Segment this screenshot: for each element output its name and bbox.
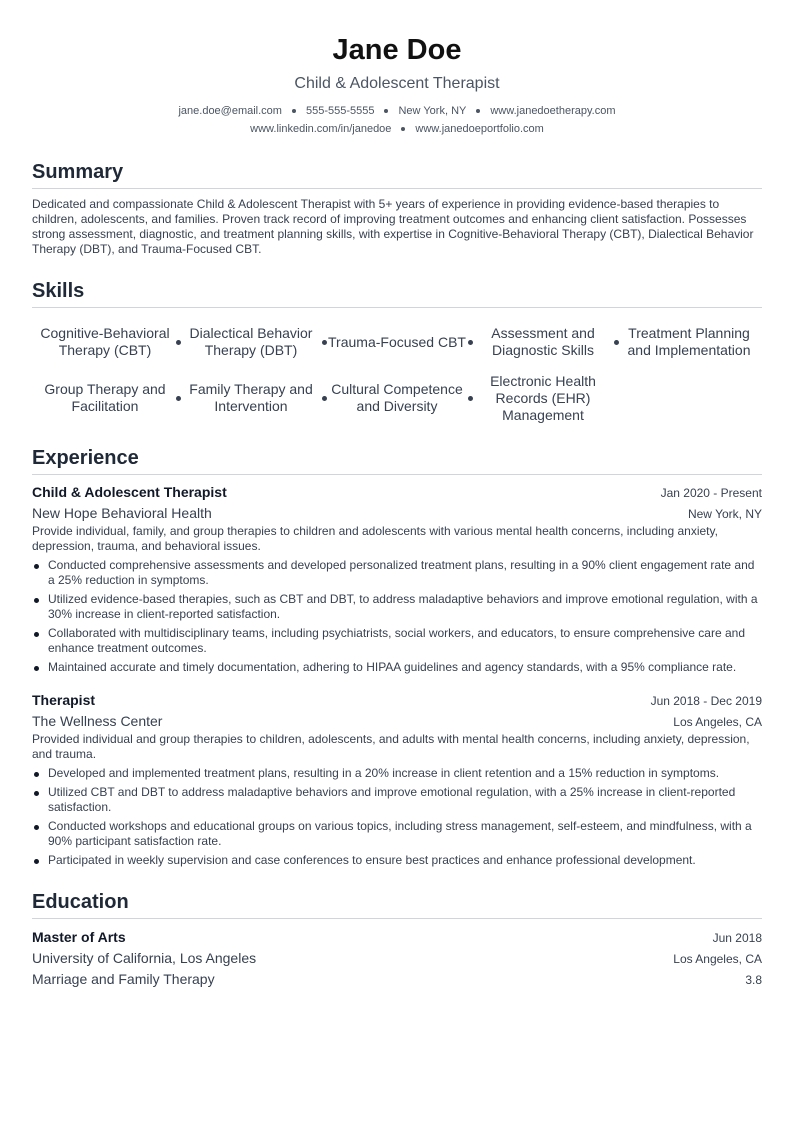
job-description: Provide individual, family, and group therapies to children and adolescents with various mental health concerns, including anxiety, depression, trauma, and behavioral issues.: [32, 524, 718, 553]
job-header-row: [32, 691, 762, 709]
skill-item: [178, 372, 324, 424]
skill-item: [470, 372, 616, 424]
list-item: [32, 853, 762, 868]
education-location: Los Angeles, CA: [673, 952, 762, 966]
skill-label: Group Therapy and Facilitation: [44, 381, 166, 414]
bullet-text: Collaborated with multidisciplinary teams, including psychiatrists, social workers, and educators, to ensure comprehensive care and enhance treatment outcomes.: [48, 626, 745, 655]
bullet-text: Participated in weekly supervision and case conferences to ensure best practices and enhance professional development.: [48, 853, 696, 867]
list-item: [32, 819, 762, 849]
skill-label: Treatment Planning and Implementation: [627, 325, 751, 358]
job-company-row: [32, 709, 762, 730]
skill-item: [32, 316, 178, 368]
job-entry: [32, 483, 762, 675]
bullet-text: Maintained accurate and timely documentation, adhering to HIPAA guidelines and agency standards, with a 95% compliance rate.: [48, 660, 737, 674]
job-title: Child & Adolescent Therapist: [32, 484, 227, 500]
bullet-icon: [34, 859, 39, 864]
education-section: [32, 890, 762, 988]
skill-item: [32, 372, 178, 424]
job-entry: [32, 691, 762, 868]
candidate-name: Jane Doe: [332, 34, 462, 66]
skill-label: Assessment and Diagnostic Skills: [491, 325, 595, 358]
separator-dot: [401, 127, 405, 131]
job-company-row: [32, 501, 762, 522]
skill-label: Dialectical Behavior Therapy (DBT): [189, 325, 313, 358]
bullet-text: Utilized CBT and DBT to address maladaptive behaviors and improve emotional regulation, with a 25% increase in client-reported satisfaction.: [48, 785, 736, 814]
job-location: Los Angeles, CA: [673, 715, 762, 729]
skill-label: Family Therapy and Intervention: [189, 381, 313, 414]
skills-section: [32, 279, 762, 424]
education-school: University of California, Los Angeles: [32, 950, 257, 966]
contact-email[interactable]: jane.doe@email.com: [178, 105, 282, 117]
skill-item: [178, 316, 324, 368]
bullet-icon: [34, 666, 39, 671]
job-company: New Hope Behavioral Health: [32, 505, 212, 521]
separator-dot: [384, 109, 388, 113]
list-item: [32, 626, 762, 656]
summary-section: [32, 160, 762, 257]
candidate-title: Child & Adolescent Therapist: [294, 75, 500, 92]
skill-item: [616, 316, 762, 368]
contact-website[interactable]: www.janedoetherapy.com: [490, 105, 616, 117]
skills-grid: [32, 316, 762, 424]
job-bullets: [32, 766, 762, 868]
bullet-icon: [34, 791, 39, 796]
education-heading: Education: [32, 890, 762, 919]
education-gpa: 3.8: [745, 973, 762, 987]
job-company: The Wellness Center: [32, 713, 163, 729]
resume-header: [32, 32, 762, 136]
job-location: New York, NY: [687, 507, 762, 521]
bullet-text: Conducted workshops and educational groups on various topics, including stress management, self-esteem, and mindfulness, with a 90% participant satisfaction rate.: [48, 819, 752, 848]
contact-line-secondary: [32, 122, 762, 136]
summary-heading: Summary: [32, 160, 762, 189]
bullet-text: Utilized evidence-based therapies, such as CBT and DBT, to address maladaptive behaviors and improve emotional regulation, with a 30% increase in client-reported satisfaction.: [48, 592, 758, 621]
experience-section: [32, 446, 762, 868]
list-item: [32, 766, 762, 781]
skill-label: Electronic Health Records (EHR) Management: [490, 372, 596, 423]
bullet-icon: [34, 598, 39, 603]
contact-portfolio[interactable]: www.janedoeportfolio.com: [415, 123, 544, 135]
bullet-icon: [34, 564, 39, 569]
job-bullets: [32, 558, 762, 675]
bullet-text: Conducted comprehensive assessments and developed personalized treatment plans, resulting in a 90% client engagement rate and a 25% reduction in symptoms.: [48, 558, 755, 587]
separator-dot: [476, 109, 480, 113]
education-entry: [32, 928, 762, 988]
summary-text: Dedicated and compassionate Child & Adolescent Therapist with 5+ years of experience in providing evidence-based therapies to children, adolescents, and families. Proven track record of improving treatment outcomes and enhancing client satisfaction. Possesses strong assessment, diagnostic, and treatment planning skills, with expertise in Cognitive-Behavioral Therapy (CBT), Dialectical Behavior Therapy (DBT), and Trauma-Focused CBT.: [32, 197, 754, 256]
skill-item: [324, 316, 470, 368]
education-field: Marriage and Family Therapy: [32, 971, 215, 987]
job-title: Therapist: [32, 692, 96, 708]
separator-dot: [292, 109, 296, 113]
job-dates: Jun 2018 - Dec 2019: [650, 694, 762, 708]
list-item: [32, 592, 762, 622]
contact-location: New York, NY: [398, 105, 467, 117]
skill-item: [324, 372, 470, 424]
contact-line-primary: [32, 104, 762, 118]
skill-label: Cognitive-Behavioral Therapy (CBT): [40, 325, 170, 358]
education-degree: Master of Arts: [32, 929, 126, 945]
list-item: [32, 660, 762, 675]
job-dates: Jan 2020 - Present: [660, 486, 762, 500]
job-description: Provided individual and group therapies to children, adolescents, and adults with mental health concerns, including anxiety, depression, and trauma.: [32, 732, 750, 761]
skill-label: Cultural Competence and Diversity: [331, 381, 463, 414]
bullet-text: Developed and implemented treatment plans, resulting in a 20% increase in client retention and a 15% reduction in symptoms.: [48, 766, 720, 780]
list-item: [32, 785, 762, 815]
education-school-row: [32, 946, 762, 967]
education-date: Jun 2018: [712, 931, 762, 945]
skills-heading: Skills: [32, 279, 762, 308]
list-item: [32, 558, 762, 588]
bullet-icon: [34, 825, 39, 830]
education-degree-row: [32, 928, 762, 946]
bullet-icon: [34, 772, 39, 777]
bullet-icon: [34, 632, 39, 637]
skill-label: Trauma-Focused CBT: [328, 333, 466, 350]
education-field-row: [32, 967, 762, 988]
contact-linkedin[interactable]: www.linkedin.com/in/janedoe: [250, 123, 392, 135]
contact-phone[interactable]: 555-555-5555: [305, 105, 375, 117]
experience-heading: Experience: [32, 446, 762, 475]
skill-item: [470, 316, 616, 368]
job-header-row: [32, 483, 762, 501]
